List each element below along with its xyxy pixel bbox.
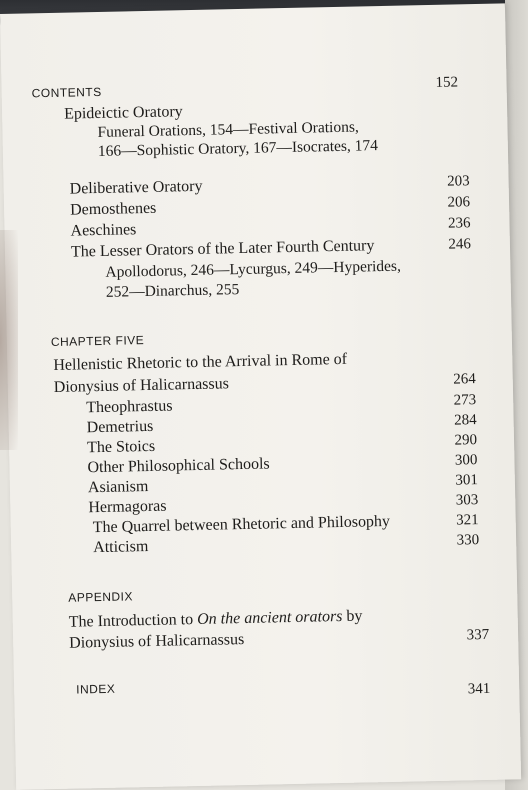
toc-entry-page: 321 — [456, 512, 479, 529]
page-number: 152 — [435, 74, 459, 91]
appendix-title-text: The Introduction to — [68, 611, 194, 631]
finger-shadow — [0, 230, 18, 450]
toc-entry-title: Other Philosophical Schools — [87, 455, 270, 477]
appendix-title-italic: On the ancient orators — [196, 607, 343, 629]
toc-entry-epideictic: Epideictic Oratory — [63, 103, 183, 123]
toc-entry-title: The Quarrel between Rhetoric and Philosophy — [92, 512, 391, 537]
toc-subentry-line: Apollodorus, 246—Lycurgus, 249—Hyperides, — [105, 257, 402, 281]
appendix-title-line: Dionysius of Halicarnassus — [69, 631, 245, 652]
toc-subentry-line: Funeral Orations, 154—Festival Orations, — [97, 118, 359, 141]
toc-entry-title: Hermagoras — [88, 497, 167, 517]
running-head: CONTENTS — [31, 84, 102, 101]
toc-entry-page: 337 — [466, 626, 490, 644]
chapter-label: CHAPTER FIVE — [50, 333, 145, 350]
toc-entry — [76, 673, 490, 699]
toc-entry-title: Aeschines — [70, 221, 137, 240]
appendix-title-text: by — [346, 607, 363, 625]
toc-entry-page: 300 — [454, 452, 478, 469]
toc-entry-page: 290 — [454, 432, 478, 449]
toc-entry-page: 303 — [455, 492, 479, 509]
chapter-heading-line: Dionysius of Halicarnassus — [53, 375, 230, 396]
appendix-title-line — [69, 608, 363, 632]
index-label: INDEX — [76, 681, 116, 697]
toc-entry-title: Demetrius — [86, 417, 154, 437]
toc-entry-page: 206 — [447, 194, 471, 211]
toc-entry-page: 236 — [447, 215, 471, 232]
chapter-heading-line: Hellenistic Rhetoric to the Arrival in Rome of — [53, 350, 348, 374]
toc-entry-title: Atticism — [93, 538, 149, 557]
book-page — [0, 3, 521, 789]
toc-entry-title: Demosthenes — [69, 199, 157, 219]
toc-entry-title: Theophrastus — [86, 397, 173, 417]
toc-subentry-line: 166—Sophistic Oratory, 167—Isocrates, 174 — [97, 137, 379, 160]
toc-entry-title: Asianism — [87, 477, 149, 497]
toc-entry-title: Deliberative Oratory — [69, 177, 203, 198]
toc-entry-title: The Lesser Orators of the Later Fourth Century — [70, 237, 375, 261]
toc-entry-page: 330 — [456, 532, 480, 549]
toc-entry-page: 273 — [453, 392, 477, 409]
toc-subentry-line: 252—Dinarchus, 255 — [105, 281, 240, 301]
toc-entry-page: 284 — [453, 412, 477, 429]
toc-entry-page: 203 — [446, 173, 470, 190]
toc-entry-title: The Stoics — [86, 437, 156, 457]
toc-entry-page: 246 — [448, 236, 472, 253]
toc-entry-page: 301 — [455, 472, 479, 489]
toc-entry-page: 264 — [453, 371, 476, 388]
appendix-label: APPENDIX — [68, 589, 134, 605]
toc-entry-page: 341 — [467, 680, 491, 698]
